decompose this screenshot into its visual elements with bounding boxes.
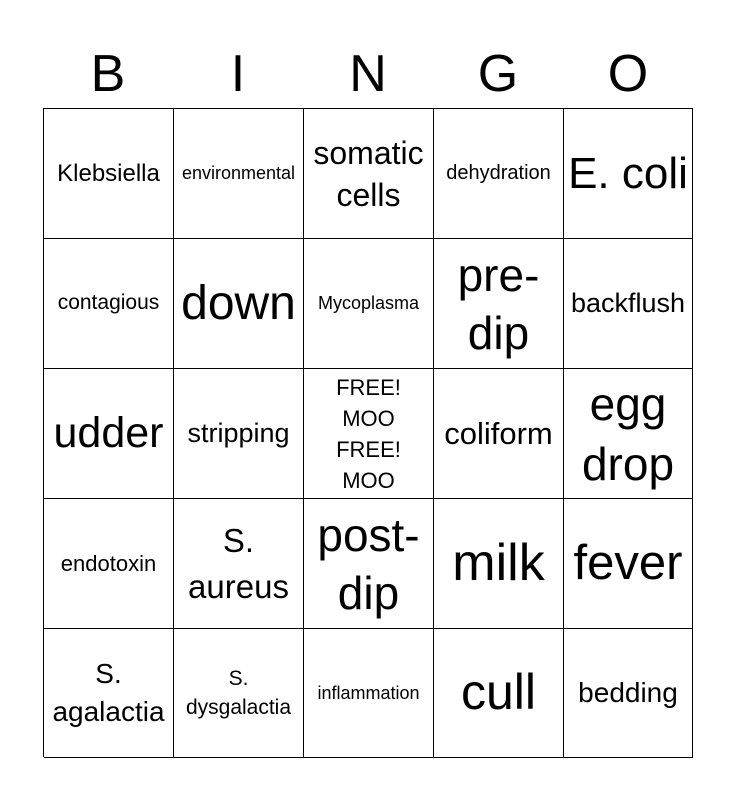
cell-text: Klebsiella: [57, 159, 160, 187]
header-letter-g: G: [477, 45, 519, 103]
cell-text: inflammation: [317, 682, 420, 703]
cell-text: cull: [460, 664, 537, 721]
bingo-cell-r1-c2[interactable]: [304, 239, 434, 369]
cell-text: udder: [53, 408, 164, 457]
bingo-cell-r2-c4[interactable]: [564, 369, 693, 499]
cell-text: bedding: [578, 676, 678, 708]
bingo-cell-r2-c1[interactable]: [174, 369, 304, 499]
cell-text: environmental: [181, 163, 296, 184]
bingo-cell-r4-c3[interactable]: [434, 629, 564, 758]
bingo-cell-r3-c2[interactable]: [304, 499, 434, 629]
bingo-cell-r3-c0[interactable]: [44, 499, 174, 629]
cell-text: S. aureus: [188, 521, 289, 605]
cell-text: contagious: [57, 291, 160, 315]
bingo-card-grid: [43, 108, 693, 757]
bingo-cell-r1-c3[interactable]: [434, 239, 564, 369]
bingo-cell-r0-c4[interactable]: [564, 109, 693, 239]
cell-text: coliform: [444, 415, 553, 451]
cell-text: fever: [573, 536, 683, 591]
bingo-header: [43, 40, 693, 108]
cell-text: egg drop: [581, 377, 675, 490]
bingo-cell-r2-c3[interactable]: [434, 369, 564, 499]
header-letter-o: O: [607, 45, 649, 103]
cell-text: S. agalactia: [52, 658, 165, 727]
header-letter-n: N: [349, 45, 387, 103]
free-space-text: FREE! MOO FREE! MOO: [336, 374, 401, 493]
header-letter-b: B: [90, 45, 126, 103]
bingo-cell-r1-c4[interactable]: [564, 239, 693, 369]
bingo-cell-r0-c3[interactable]: [434, 109, 564, 239]
bingo-cell-r1-c0[interactable]: [44, 239, 174, 369]
cell-text: post- dip: [317, 508, 420, 619]
cell-text: Mycoplasma: [317, 293, 420, 314]
bingo-cell-r4-c0[interactable]: [44, 629, 174, 758]
bingo-cell-r2-c2-free-space[interactable]: [304, 369, 434, 499]
bingo-cell-r0-c2[interactable]: [304, 109, 434, 239]
cell-text: somatic cells: [313, 134, 424, 213]
cell-text: down: [181, 276, 296, 330]
bingo-cell-r1-c1[interactable]: [174, 239, 304, 369]
bingo-cell-r3-c4[interactable]: [564, 499, 693, 629]
bingo-cell-r3-c3[interactable]: [434, 499, 564, 629]
bingo-cell-r3-c1[interactable]: [174, 499, 304, 629]
cell-text: E. coli: [568, 148, 688, 198]
cell-text: endotoxin: [60, 550, 157, 576]
cell-text: dehydration: [446, 162, 551, 184]
bingo-cell-r4-c4[interactable]: [564, 629, 693, 758]
cell-text: pre- dip: [457, 248, 540, 359]
bingo-cell-r4-c2[interactable]: [304, 629, 434, 758]
bingo-cell-r0-c1[interactable]: [174, 109, 304, 239]
cell-text: milk: [452, 533, 545, 592]
bingo-cell-r2-c0[interactable]: [44, 369, 174, 499]
bingo-cell-r4-c1[interactable]: [174, 629, 304, 758]
cell-text: backflush: [570, 287, 686, 318]
cell-text: stripping: [187, 417, 290, 448]
cell-text: S. dysgalactia: [185, 667, 292, 719]
header-letter-i: I: [230, 45, 246, 103]
bingo-cell-r0-c0[interactable]: [44, 109, 174, 239]
